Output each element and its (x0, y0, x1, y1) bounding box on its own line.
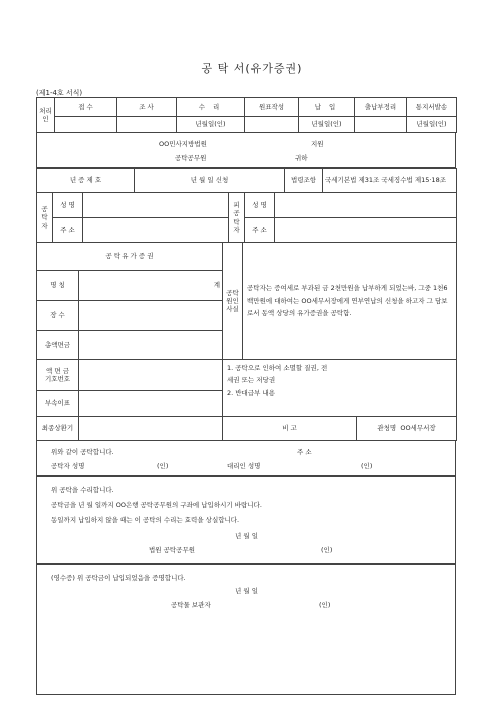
depositor-name-label: 성 명 (53, 193, 83, 218)
total-label: 계 (79, 271, 223, 301)
office-cell (357, 417, 457, 441)
address-block (36, 132, 456, 168)
symbol-label: 기호번호 (44, 375, 71, 383)
form-code: (제1-4호 서식) (36, 89, 83, 97)
beneficiary-address-field[interactable] (275, 218, 457, 243)
depositor-label: 공탁자 (37, 193, 53, 243)
coupon-field[interactable] (79, 391, 223, 417)
court-name: OO민사지방법원 (159, 140, 207, 148)
remarks-label: 비 고 (223, 417, 357, 441)
approval-date: 년월일(인) (177, 117, 245, 133)
acceptance-line-2: 공탁금을 년 월 일까지 OO은행 공탁공무원의 구좌에 납입하시기 바랍니다. (51, 501, 262, 509)
law-label: 법령조항 (285, 169, 323, 193)
receipt-seal: (인) (319, 601, 331, 609)
honorific-label: 귀하 (295, 154, 308, 162)
parties-table (36, 192, 457, 243)
header-review: 조 사 (117, 98, 177, 117)
depositor-address-label: 주 소 (53, 218, 83, 243)
receipt-line: (영수증) 위 공탁금이 납입되었음을 증명합니다. (51, 574, 186, 582)
approval-date: 년월일(인) (299, 117, 355, 133)
declaration-address-label: 주 소 (297, 448, 312, 456)
par-field[interactable] (79, 360, 223, 391)
receipt-date: 년 월 일 (235, 587, 258, 595)
acceptance-date: 년 월 일 (235, 532, 258, 540)
receipt-signer: 공탁물 보관자 (171, 601, 211, 609)
face-total-label: 총액면금 (37, 331, 79, 360)
beneficiary-name-field[interactable] (275, 193, 457, 218)
depositor-seal: (인) (157, 462, 169, 470)
acceptance-line-1: 위 공탁을 수리합니다. (51, 486, 114, 494)
law-text: 국세기본법 제31조 국세징수법 제15·18조 (323, 169, 457, 193)
count-field[interactable] (79, 301, 223, 331)
beneficiary-label: 피공탁자 (229, 193, 245, 243)
header-receipt: 접 수 (55, 98, 117, 117)
acceptance-block (36, 476, 456, 564)
approval-date: 년월일(인) (407, 117, 457, 133)
approval-table (36, 97, 457, 133)
document-title: 공 탁 서(유가증권) (201, 62, 303, 75)
par-label: 액 면 금 기호번호 (37, 360, 79, 391)
acceptance-line-3: 동일까지 납입하지 않을 때는 이 공탁의 수리는 효력을 상실합니다. (51, 516, 240, 524)
header-original: 원표작성 (245, 98, 299, 117)
processor-label: 처리인 (37, 98, 55, 133)
acceptance-seal: (인) (321, 546, 333, 554)
agent-name-line: 대리인 성명 (227, 462, 261, 470)
declaration-block (36, 440, 456, 476)
face-total-field[interactable] (79, 331, 223, 360)
extra-items (223, 360, 457, 417)
redeem-field[interactable] (79, 417, 223, 441)
header-notice: 통지서발송 (407, 98, 457, 117)
acceptance-signer: 법원 공탁공무원 (149, 546, 196, 554)
coupon-label: 부속이표 (37, 391, 79, 417)
agent-seal: (인) (361, 462, 373, 470)
depositor-address-field[interactable] (83, 218, 229, 243)
depositor-name-line: 공탁자 성명 (51, 462, 85, 470)
header-payment: 납 입 (299, 98, 355, 117)
approval-cell[interactable] (117, 117, 177, 133)
approval-cell[interactable] (55, 117, 117, 133)
approval-cell[interactable] (355, 117, 407, 133)
declaration-line: 위와 같이 공탁합니다. (51, 448, 114, 456)
beneficiary-name-label: 성 명 (245, 193, 275, 218)
securities-table (36, 242, 457, 441)
beneficiary-address-label: 주 소 (245, 218, 275, 243)
securities-header: 공 탁 유 가 증 권 (37, 243, 223, 271)
approval-cell[interactable] (245, 117, 299, 133)
officer-label: 공탁공무원 (175, 154, 207, 162)
deposit-number: 년 증 제 호 (37, 169, 135, 193)
extra-item-1: 1. 공탁으로 인하여 소멸할 질권, 전세권 또는 저당권 (227, 364, 328, 385)
header-accept: 수 리 (177, 98, 245, 117)
branch-label: 지원 (311, 140, 324, 148)
apply-date: 년 월 일 신청 (135, 169, 285, 193)
header-ledger: 출납부정리 (355, 98, 407, 117)
extra-item-2: 2. 반대급부 내용 (227, 388, 276, 397)
cause-text: 공탁자는 증여세로 부과된 금 2천만원을 납부하게 되었는바, 그중 1천6백만원에 대하여는 OO세무서장에게 연부연납의 신청을 하고자 그 담보로서 동액 상당의 유가증권을 공탁함. (243, 243, 457, 360)
name-label: 명 칭 (37, 271, 79, 301)
receipt-block (36, 564, 456, 695)
office-label: 관청명 (377, 424, 397, 433)
cause-label: 공탁원인사실 (223, 243, 243, 360)
office-value: OO세무서장 (400, 424, 436, 433)
depositor-name-field[interactable] (83, 193, 229, 218)
info-row (36, 168, 457, 193)
redeem-label: 최종상환기 (37, 417, 79, 441)
count-label: 장 수 (37, 301, 79, 331)
